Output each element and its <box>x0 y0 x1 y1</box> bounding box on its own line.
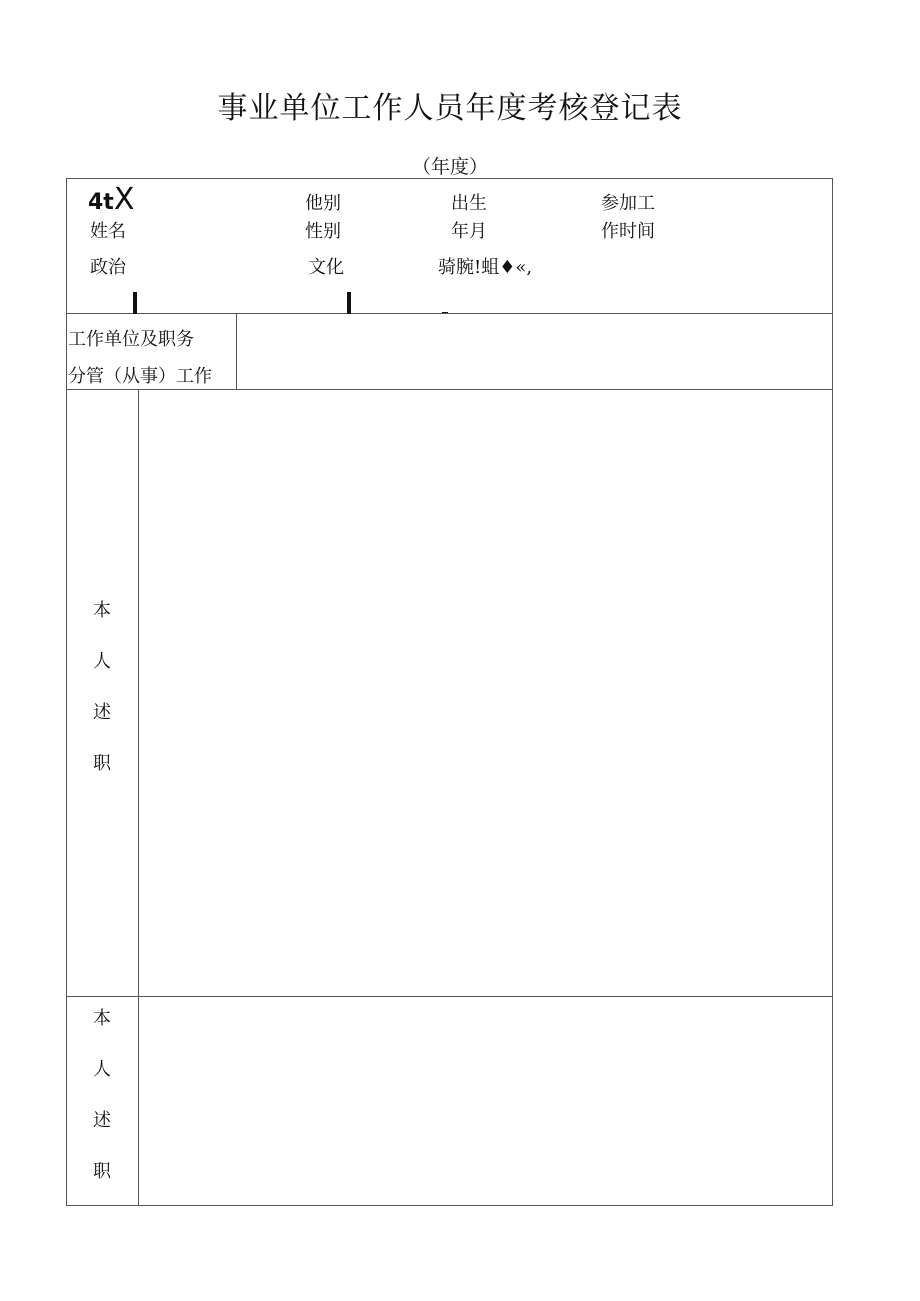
scan-bar-left <box>133 292 137 314</box>
self-report-char-4: 职 <box>93 753 111 774</box>
gender-garbled-label: 他别 <box>305 193 341 214</box>
garbled-ocr-text: 骑腕!蛆♦«, <box>438 257 533 278</box>
self-report-2-char-4: 职 <box>93 1161 111 1182</box>
politics-label: 政治 <box>90 257 126 278</box>
birth-label-line2: 年月 <box>451 221 487 242</box>
row-separator-info <box>66 313 833 314</box>
unit-position-label: 工作单位及职务 <box>68 329 194 350</box>
row-separator-unit <box>66 389 833 390</box>
self-report-char-2: 人 <box>93 651 111 672</box>
self-report-char-3: 述 <box>93 702 111 723</box>
self-report-char-1: 本 <box>93 600 111 621</box>
unit-duty-input-area[interactable] <box>238 315 831 388</box>
name-label: 姓名 <box>90 221 126 242</box>
self-report-label <box>66 596 138 800</box>
year-subtitle: （年度） <box>411 156 488 178</box>
birth-label-line1: 出生 <box>451 193 487 214</box>
table-right-border <box>832 178 833 1206</box>
self-report-2-char-3: 述 <box>93 1110 111 1131</box>
self-report-input-area[interactable] <box>140 391 831 995</box>
table-bottom-border <box>66 1205 833 1206</box>
education-label: 文化 <box>308 257 344 278</box>
self-report-2-input-area[interactable] <box>140 998 831 1204</box>
report-label-divider <box>138 389 139 1206</box>
table-top-border <box>66 178 833 179</box>
page-title: 事业单位工作人员年度考核登记表 <box>217 91 683 126</box>
work-start-label-line1: 参加工 <box>601 193 655 214</box>
work-start-label-line2: 作时间 <box>601 221 655 242</box>
unit-label-divider <box>236 313 237 390</box>
scan-bar-middle <box>347 292 351 314</box>
self-report-2-char-1: 本 <box>93 1008 111 1029</box>
name-scan-mark <box>88 182 135 217</box>
duty-label: 分管（从事）工作 <box>68 366 212 387</box>
scan-tick <box>442 312 448 313</box>
name-mark-big: X <box>113 182 135 217</box>
name-mark-small: 4t <box>88 190 114 215</box>
row-separator-report <box>66 996 833 997</box>
self-report-label-2 <box>66 1004 138 1208</box>
gender-label: 性别 <box>305 221 341 242</box>
self-report-2-char-2: 人 <box>93 1059 111 1080</box>
